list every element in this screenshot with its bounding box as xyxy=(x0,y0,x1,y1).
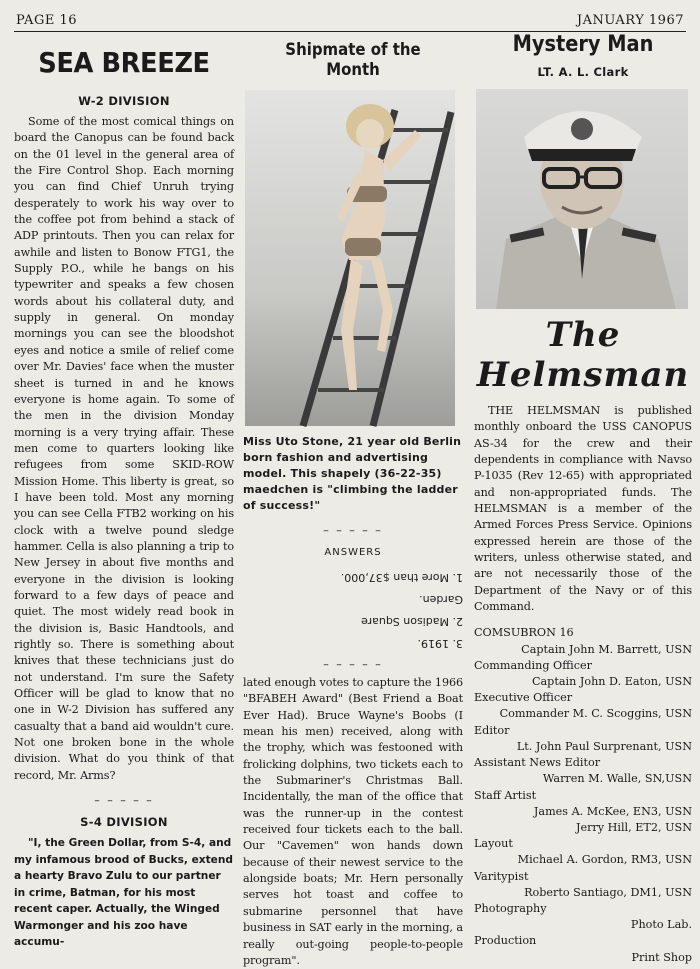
staff-line: Print Shop xyxy=(631,950,692,964)
staff-line: Commanding Officer xyxy=(474,658,592,672)
answers-heading: ANSWERS xyxy=(324,547,382,558)
mystery-man-name: LT. A. L. Clark xyxy=(537,65,629,79)
staff-line: Photography xyxy=(474,901,547,915)
ladder-model-illustration xyxy=(245,90,455,426)
staff-line: Commander M. C. Scoggins, USN xyxy=(499,707,692,721)
s4-heading: S-4 DIVISION xyxy=(80,815,168,830)
sea-breeze-title: SEA BREEZE xyxy=(38,46,210,79)
mystery-man-title: Mystery Man xyxy=(512,32,654,57)
mystery-man-column xyxy=(474,32,692,966)
separator: – – – – – xyxy=(323,524,383,537)
model-photo xyxy=(245,90,455,426)
staff-list xyxy=(474,625,692,965)
publication-statement: THE HELMSMAN is published monthly onboard the USS CANOPUS AS-34 for the crew and their dependents in compliance with Navso P-1035 (Rev 12-65) with appropriated and non-appropriated funds. The HELMSMAN is a member of the Armed Forces Press Service. Opinions expressed herein are those of the writers, unless otherwise stated, and are not necessarily those of the Department of the Navy or of this Command. xyxy=(474,404,692,614)
s4-article: "I, the Green Dollar, from S-4, and my infamous brood of Bucks, extend a hearty Bravo Zulu to our partner in crime, Batman, for his most recent caper. Actually, the Winged Warmonger and his zoo have accumu- xyxy=(14,837,233,949)
answer-item: 1. More than $37,000. xyxy=(340,571,463,584)
staff-line: Warren M. Walle, SN,USN xyxy=(542,772,692,786)
mystery-man-photo xyxy=(476,89,688,309)
answers-list-upside-down xyxy=(315,566,463,654)
sea-breeze-column xyxy=(14,40,234,951)
staff-line: Production xyxy=(474,934,537,948)
shipmate-title: Shipmate of the Month xyxy=(285,40,421,80)
continued-article: lated enough votes to capture the 1966 "BFABEH Award" (Best Friend a Boat Ever Had). Bruce Wayne's Boobs (I mean his men) received, along with the trophy, which was festooned with frolicking dolphins, two tickets each to the Submariner's Christmas Ball. Incidentally, the man of the office that was the runner-up in the contest received four tickets each to the ball. Our "Cavemen" won hands down because of their newest service to the alongside boats; Mr. Hern personally serves hot toast and coffee to submarine personnel that have business in SAT early in the morning, a really out-going people-to-people program". xyxy=(243,676,463,967)
page-number: PAGE 16 xyxy=(16,13,77,28)
separator: – – – – – xyxy=(94,794,154,808)
staff-line: Executive Officer xyxy=(474,691,573,705)
helmsman-masthead: The Helmsman xyxy=(476,315,690,395)
staff-line: Captain John M. Barrett, USN xyxy=(521,642,692,656)
answer-item: 3. 1919. xyxy=(417,637,463,650)
staff-line: Layout xyxy=(474,837,513,851)
staff-line: Staff Artist xyxy=(474,788,537,802)
page-header xyxy=(14,10,686,32)
staff-line: Assistant News Editor xyxy=(474,756,601,770)
staff-line: COMSUBRON 16 xyxy=(474,626,574,640)
shipmate-column xyxy=(243,40,463,969)
staff-line: Varitypist xyxy=(474,869,529,883)
officer-portrait-illustration xyxy=(476,89,688,309)
w2-article: Some of the most comical things on board the Canopus can be found back on the 01 level in the general area of the Fire Control Shop. Each morning you can find Chief Unruh trying desperately to work his way over to the coffee pot from behind a stack of ADP printouts. Then you can relax for awhile and listen to Bonow FTG1, the Supply P.O., while he bangs on his typewriter and speaks a few chosen words about his collateral duty, and supply in general. On monday mornings you can see the bloodshot eyes and notice a smile of relief come over Mr. Davies' face when the muster sheet is turned in and he knows everyone is home again. To some of the men in the division Monday morning is a very trying affair. These men come to quarters looking like refugees from some SKID-ROW Mission Home. This liberty is great, so I have been told. Most any morning you can see Cella FTB2 working on his clock with a twelve pound sledge hammer. Cella is also planning a trip to New Jersey in about five months and everyone in the division is looking forward to a few days of peace and quiet. The most widely read book in the division is, Basic Handtools, and rightly so. There is something about knives that these technicians just do not understand. I'm sure the Safety Officer will be glad to know that no one in W-2 Division has suffered any casualty that a band aid wouldn't cure. Not one broken bone in the whole division. What do you think of that record, Mr. Arms? xyxy=(14,115,234,782)
staff-line: Captain John D. Eaton, USN xyxy=(531,675,692,689)
staff-line: Jerry Hill, ET2, USN xyxy=(575,820,692,834)
staff-line: Michael A. Gordon, RM3, USN xyxy=(517,853,692,867)
issue-date: JANUARY 1967 xyxy=(576,13,684,28)
staff-line: Editor xyxy=(474,723,510,737)
staff-line: James A. McKee, EN3, USN xyxy=(533,804,692,818)
separator: – – – – – xyxy=(323,658,383,671)
staff-line: Roberto Santiago, DM1, USN xyxy=(524,885,692,899)
staff-line: Photo Lab. xyxy=(630,918,692,932)
answer-item: 2. Madison Square Garden. xyxy=(361,593,463,628)
photo-caption: Miss Uto Stone, 21 year old Berlin born fashion and advertising model. This shapely (36-22-35) maedchen is "climbing the ladder of success!" xyxy=(243,435,462,512)
staff-line: Lt. John Paul Surprenant, USN xyxy=(516,739,692,753)
w2-heading: W-2 DIVISION xyxy=(78,94,170,108)
